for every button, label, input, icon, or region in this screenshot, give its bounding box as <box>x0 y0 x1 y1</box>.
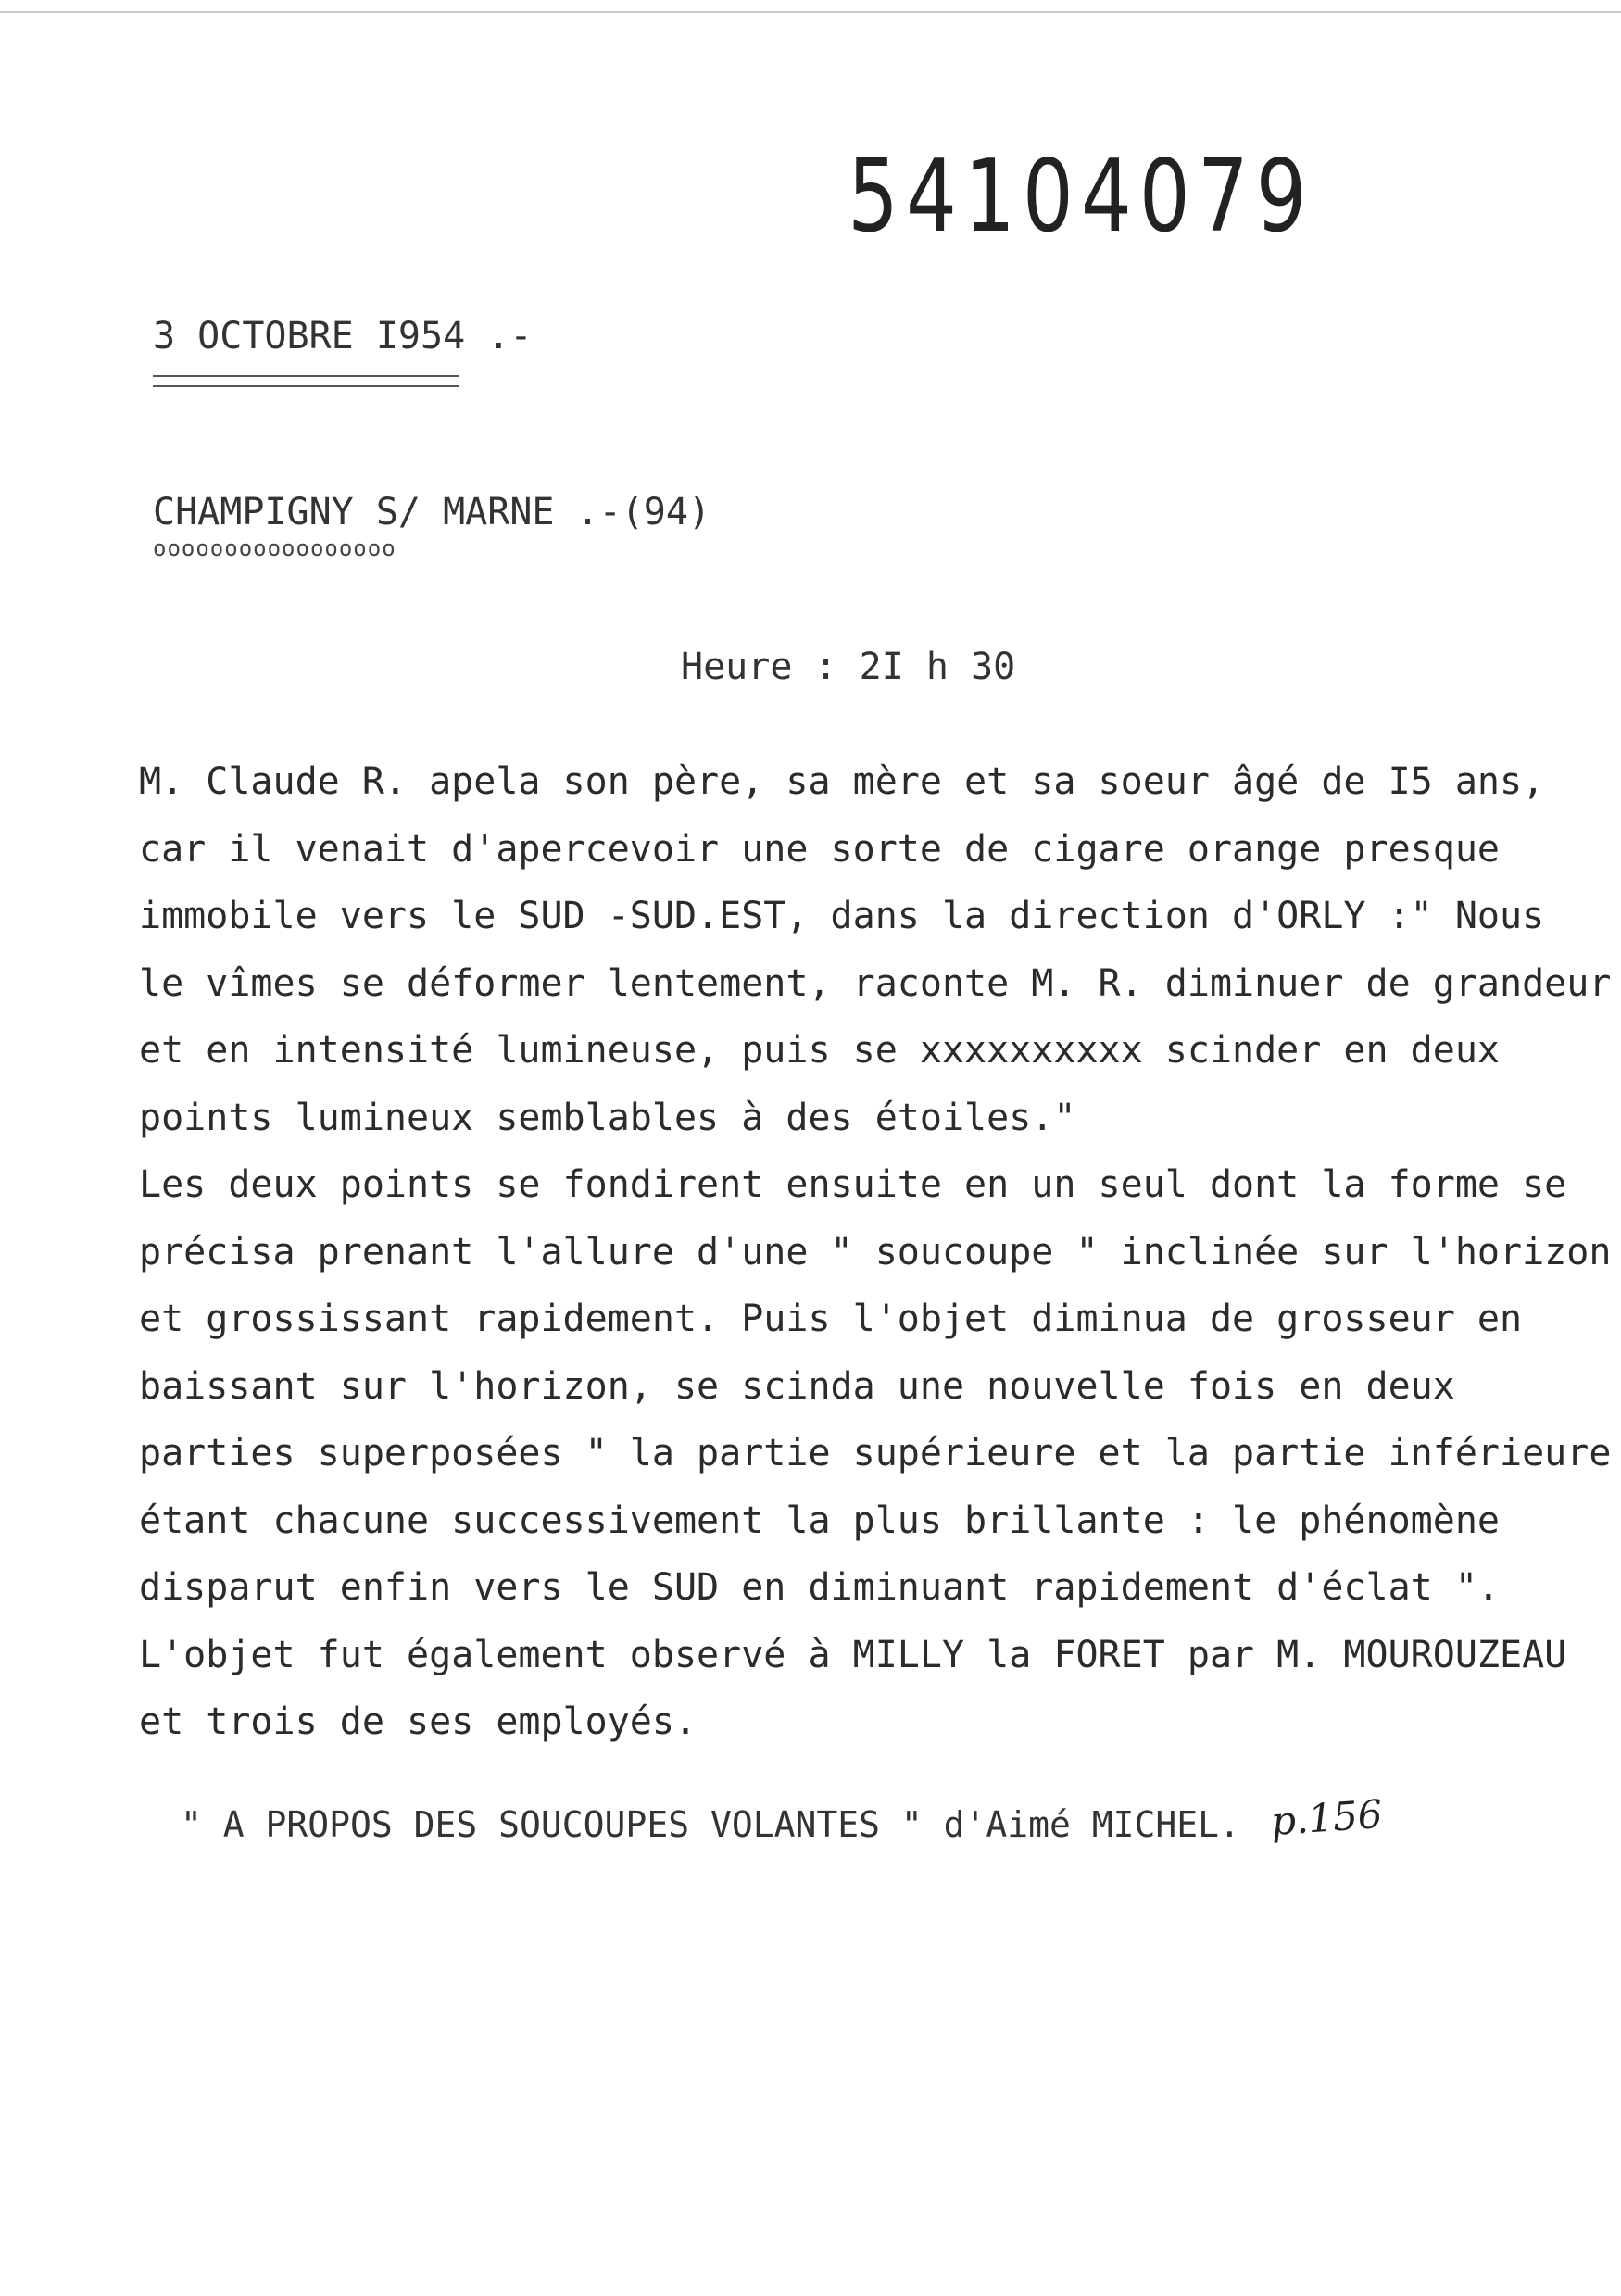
body-line: points lumineux semblables à des étoiles." <box>139 1096 1076 1139</box>
handwritten-page-note: p.156 <box>1269 1790 1384 1845</box>
body-line: baissant sur l'horizon, se scinda une nouvelle fois en deux <box>139 1364 1455 1408</box>
report-place: CHAMPIGNY S/ MARNE .-(94) <box>153 491 711 533</box>
body-line: le vîmes se déformer lentement, raconte M. R. diminuer de grandeur <box>139 961 1612 1005</box>
body-line: parties superposées " la partie supérieure et la partie inférieure <box>139 1432 1612 1474</box>
body-line: étant chacune successivement la plus brillante : le phénomène <box>139 1499 1501 1542</box>
body-line: M. Claude R. apela son père, sa mère et sa soeur âgé de I5 ans, <box>139 760 1545 803</box>
report-time: Heure : 2I h 30 <box>681 646 1016 688</box>
body-line: L'objet fut également observé à MILLY la FORET par M. MOUROUZEAU <box>139 1633 1567 1676</box>
body-line: immobile vers le SUD -SUD.EST, dans la direction d'ORLY :" Nous <box>139 895 1545 937</box>
date-double-underline <box>153 375 459 387</box>
place-dotted-underline: ooooooooooooooooo <box>153 535 396 561</box>
body-line: et trois de ses employés. <box>139 1700 697 1743</box>
body-line: et en intensité lumineuse, puis se xxxxxxxxxx scinder en deux <box>139 1029 1501 1072</box>
body-line: précisa prenant l'allure d'une " soucoupe " inclinée sur l'horizon <box>139 1230 1612 1273</box>
body-line: car il venait d'apercevoir une sorte de cigare orange presque <box>139 827 1501 871</box>
page-top-rule <box>0 11 1621 13</box>
report-body <box>139 748 1612 1756</box>
body-line: disparut enfin vers le SUD en diminuant rapidement d'éclat ". <box>139 1566 1501 1609</box>
body-line: Les deux points se fondirent ensuite en un seul dont la forme se <box>139 1163 1567 1206</box>
source-citation: " A PROPOS DES SOUCOUPES VOLANTES " d'Aimé MICHEL. <box>181 1804 1240 1845</box>
document-number: 54104079 <box>848 139 1314 255</box>
body-line: et grossissant rapidement. Puis l'objet diminua de grosseur en <box>139 1298 1523 1340</box>
report-date: 3 OCTOBRE I954 .- <box>153 315 533 358</box>
